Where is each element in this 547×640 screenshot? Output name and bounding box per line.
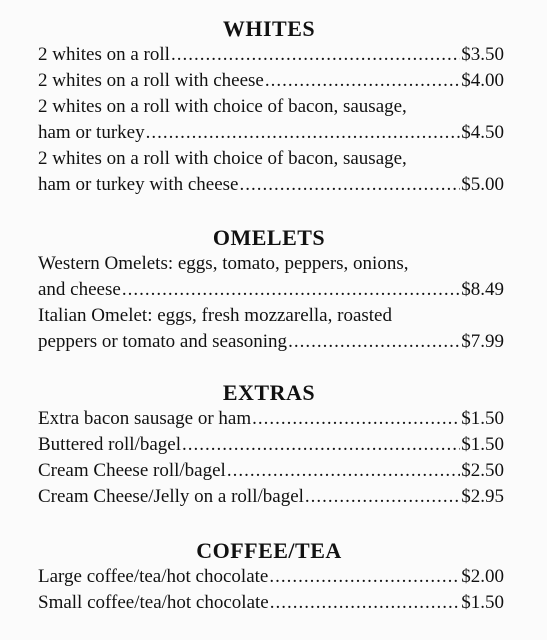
item-name: 2 whites on a roll with cheese [38, 70, 264, 91]
dot-leader [182, 432, 460, 458]
item-name: Extra bacon sausage or ham [38, 408, 252, 429]
item-description: 2 whites on a roll with choice of bacon, sausage, [38, 148, 407, 169]
item-price: $2.00 [461, 566, 504, 587]
section-extras [38, 380, 504, 510]
menu-item [38, 42, 504, 68]
menu-item [38, 303, 504, 355]
item-name: Cream Cheese roll/bagel [38, 460, 226, 481]
item-name: Buttered roll/bagel [38, 434, 181, 455]
item-name: 2 whites on a roll [38, 44, 170, 65]
item-price: $2.95 [461, 486, 504, 507]
section-coffee-tea [38, 538, 504, 616]
item-name: peppers or tomato and seasoning [38, 331, 288, 352]
section-heading: WHITES [222, 16, 316, 41]
item-price: $3.50 [461, 44, 504, 65]
item-price: $8.49 [461, 279, 504, 300]
item-description: Western Omelets: eggs, tomato, peppers, onions, [38, 253, 409, 274]
menu-item [38, 251, 504, 303]
dot-leader [252, 406, 460, 432]
item-description: Italian Omelet: eggs, fresh mozzarella, roasted [38, 305, 392, 326]
dot-leader [227, 458, 460, 484]
menu-item [38, 406, 504, 432]
menu-item [38, 94, 504, 146]
dot-leader [305, 484, 460, 510]
menu-item [38, 590, 504, 616]
item-name: ham or turkey with cheese [38, 174, 239, 195]
menu-item [38, 458, 504, 484]
dot-leader [171, 42, 460, 68]
dot-leader [270, 590, 461, 616]
section-heading: COFFEE/TEA [196, 538, 342, 563]
item-price: $4.00 [461, 70, 504, 91]
item-price: $2.50 [461, 460, 504, 481]
item-name: ham or turkey [38, 122, 145, 143]
menu-item [38, 68, 504, 94]
dot-leader [146, 120, 461, 146]
item-price: $7.99 [461, 331, 504, 352]
dot-leader [265, 68, 460, 94]
section-heading: EXTRAS [222, 380, 316, 405]
item-description: 2 whites on a roll with choice of bacon, sausage, [38, 96, 407, 117]
section-omelets [38, 225, 504, 355]
dot-leader [269, 564, 460, 590]
dot-leader [288, 329, 460, 355]
menu-item [38, 432, 504, 458]
menu-item [38, 146, 504, 198]
item-price: $4.50 [461, 122, 504, 143]
item-price: $1.50 [461, 434, 504, 455]
menu-item [38, 484, 504, 510]
section-heading: OMELETS [212, 225, 326, 250]
item-name: Small coffee/tea/hot chocolate [38, 592, 269, 613]
item-price: $1.50 [461, 592, 504, 613]
item-price: $5.00 [461, 174, 504, 195]
menu-item [38, 564, 504, 590]
dot-leader [239, 172, 460, 198]
section-whites [38, 16, 504, 198]
dot-leader [122, 277, 460, 303]
item-name: Large coffee/tea/hot chocolate [38, 566, 269, 587]
item-price: $1.50 [461, 408, 504, 429]
item-name: and cheese [38, 279, 121, 300]
item-name: Cream Cheese/Jelly on a roll/bagel [38, 486, 304, 507]
